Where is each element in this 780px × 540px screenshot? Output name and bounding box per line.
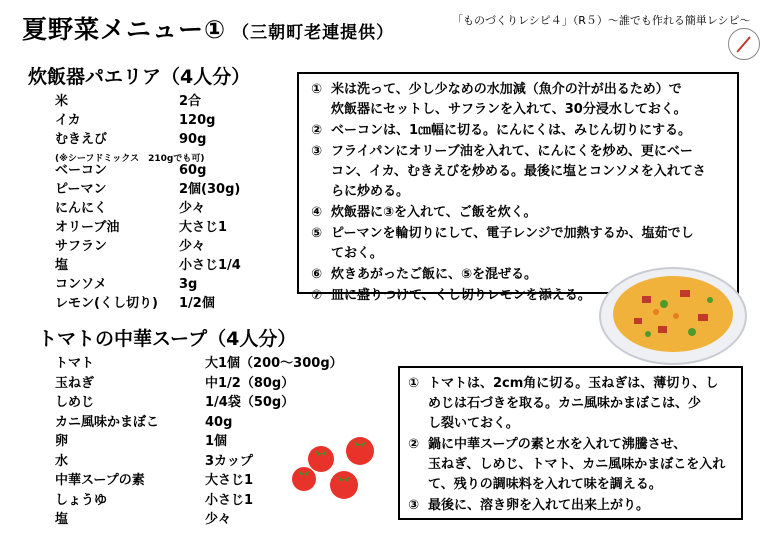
step-text: 炊飯器に③を入れて、ご飯を炊く。 (331, 205, 537, 220)
ingredient-amount: 40g (205, 414, 233, 430)
step-text: めじは石づきを取る。カニ風味かまぼこは、少 (428, 396, 702, 411)
ingredient-amount: 小さじ1/4 (179, 258, 241, 273)
step-number: ⑦ (311, 288, 323, 303)
ingredient-name: トマト (55, 356, 95, 371)
paella-ingredient-note: (※シーフドミックス 210gでも可) (55, 154, 205, 164)
ingredient-amount: 90g (179, 132, 207, 147)
ingredient-amount: 少々 (179, 201, 206, 216)
ingredient-name: にんにく (55, 201, 108, 216)
ingredient-name: しょうゆ (55, 492, 108, 508)
ingredient-name: 塩 (55, 512, 69, 527)
ingredient-name: サフラン (55, 239, 108, 254)
ingredient-amount: 大さじ1 (179, 220, 228, 235)
logo-badge (728, 28, 760, 60)
step-number: ① (311, 82, 323, 97)
ingredient-name: ベーコン (55, 163, 108, 178)
ingredient-amount: 中1/2（80g） (205, 375, 295, 391)
ingredient-amount: 大さじ1 (205, 473, 254, 488)
ingredient-amount: 2個(30g) (179, 182, 241, 197)
step-text: 玉ねぎ、しめじ、トマト、カニ風味かまぼこを入れ (428, 457, 726, 472)
ingredient-name: 水 (55, 453, 69, 469)
ingredient-amount: 120g (179, 113, 216, 128)
paella-plate-illustration (598, 262, 748, 368)
series-caption: 「ものづくりレシピ４」（R５）～誰でも作れる簡単レシピ～ (452, 14, 751, 27)
paella-heading: 炊飯器パエリア（4人分） (28, 66, 251, 88)
ingredient-amount: 少々 (179, 239, 206, 254)
tomato-icon (292, 437, 374, 499)
ingredient-amount: 小さじ1 (205, 492, 254, 508)
ingredient-name: コンソメ (55, 277, 107, 292)
recipe-step (311, 286, 591, 306)
step-text: 炊きあがったご飯に、⑤を混ぜる。 (331, 267, 538, 282)
ingredient-name: 卵 (55, 434, 69, 449)
ingredient-amount: 3カップ (205, 453, 253, 469)
ingredient-amount: 大1個（200～300g） (205, 356, 343, 371)
ingredient-name: むきえび (55, 132, 108, 147)
soup-steps-box (398, 366, 743, 520)
paella-steps-box (297, 72, 739, 303)
recipe-step (311, 142, 706, 202)
step-text: て、残りの調味料を入れて味を調える。 (428, 477, 662, 492)
step-number: ② (311, 123, 323, 138)
step-number: ① (408, 376, 420, 391)
step-text: コン、イカ、むきえびを炒める。最後に塩とコンソメを入れてさ (331, 164, 706, 179)
feather-icon (729, 29, 759, 59)
step-number: ⑤ (311, 226, 323, 241)
ingredient-row (55, 413, 385, 433)
recipe-step (311, 80, 687, 120)
step-text: し裂いておく。 (428, 416, 519, 431)
page-title (22, 10, 394, 46)
recipe-step (408, 435, 725, 495)
ingredient-name: 塩 (55, 258, 69, 273)
ingredient-name: しめじ (55, 395, 95, 410)
ingredient-name: ピーマン (55, 182, 107, 197)
ingredient-amount: 60g (179, 163, 207, 178)
recipe-step (311, 203, 537, 223)
step-number: ④ (311, 205, 323, 220)
recipe-step (311, 121, 691, 141)
ingredient-amount: 2合 (179, 94, 202, 109)
recipe-step (311, 224, 694, 264)
ingredient-row (55, 393, 385, 413)
step-number: ② (408, 437, 420, 452)
step-text: フライパンにオリーブ油を入れて、にんにくを炒め、更にベー (331, 144, 693, 159)
step-text: 炊飯器にセットし、サフランを入れて、30分浸水しておく。 (331, 102, 687, 117)
ingredient-name: 中華スープの素 (55, 473, 145, 488)
step-text: トマトは、2cm角に切る。玉ねぎは、薄切り、し (428, 376, 719, 391)
step-text: らに炒める。 (331, 184, 410, 199)
paella-rice-icon (613, 276, 733, 352)
ingredient-amount: 少々 (205, 512, 232, 527)
ingredient-name: 米 (55, 94, 69, 109)
ingredient-row (55, 510, 385, 530)
step-number: ⑥ (311, 267, 323, 282)
ingredient-name: オリーブ油 (55, 220, 120, 235)
step-text: 米は洗って、少し少なめの水加減（魚介の汁が出るため）で (331, 82, 682, 97)
ingredient-name: 玉ねぎ (55, 375, 95, 391)
menu-provider: （三朝町老連提供） (232, 23, 395, 43)
step-text: ピーマンを輪切りにして、電子レンジで加熱するか、塩茹でし (331, 226, 694, 241)
soup-heading: トマトの中華スープ（4人分） (38, 328, 297, 350)
step-text: 鍋に中華スープの素と水を入れて沸騰させ、 (428, 437, 687, 452)
recipe-step (311, 265, 537, 285)
recipe-step (408, 496, 649, 516)
tomatoes-illustration (288, 433, 383, 503)
step-text: 皿に盛りつけて、くし切りレモンを添える。 (331, 288, 591, 303)
step-number: ③ (408, 498, 420, 513)
ingredient-amount: 1個 (205, 434, 228, 449)
ingredient-amount: 1/4袋（50g） (205, 395, 295, 410)
ingredient-row (55, 354, 385, 374)
ingredient-name: イカ (55, 113, 81, 128)
step-text: 最後に、溶き卵を入れて出来上がり。 (428, 498, 650, 513)
ingredient-row (55, 374, 385, 394)
step-text: ておく。 (331, 246, 383, 261)
ingredient-name: カニ風味かまぼこ (55, 414, 160, 430)
step-text: ベーコンは、1㎝幅に切る。にんにくは、みじん切りにする。 (331, 123, 692, 138)
ingredient-name: レモン(くし切り) (55, 296, 158, 311)
recipe-step (408, 374, 718, 434)
menu-title: 夏野菜メニュー① (22, 15, 227, 44)
ingredient-amount: 1/2個 (179, 296, 215, 311)
ingredient-amount: 3g (179, 277, 198, 292)
step-number: ③ (311, 144, 323, 159)
